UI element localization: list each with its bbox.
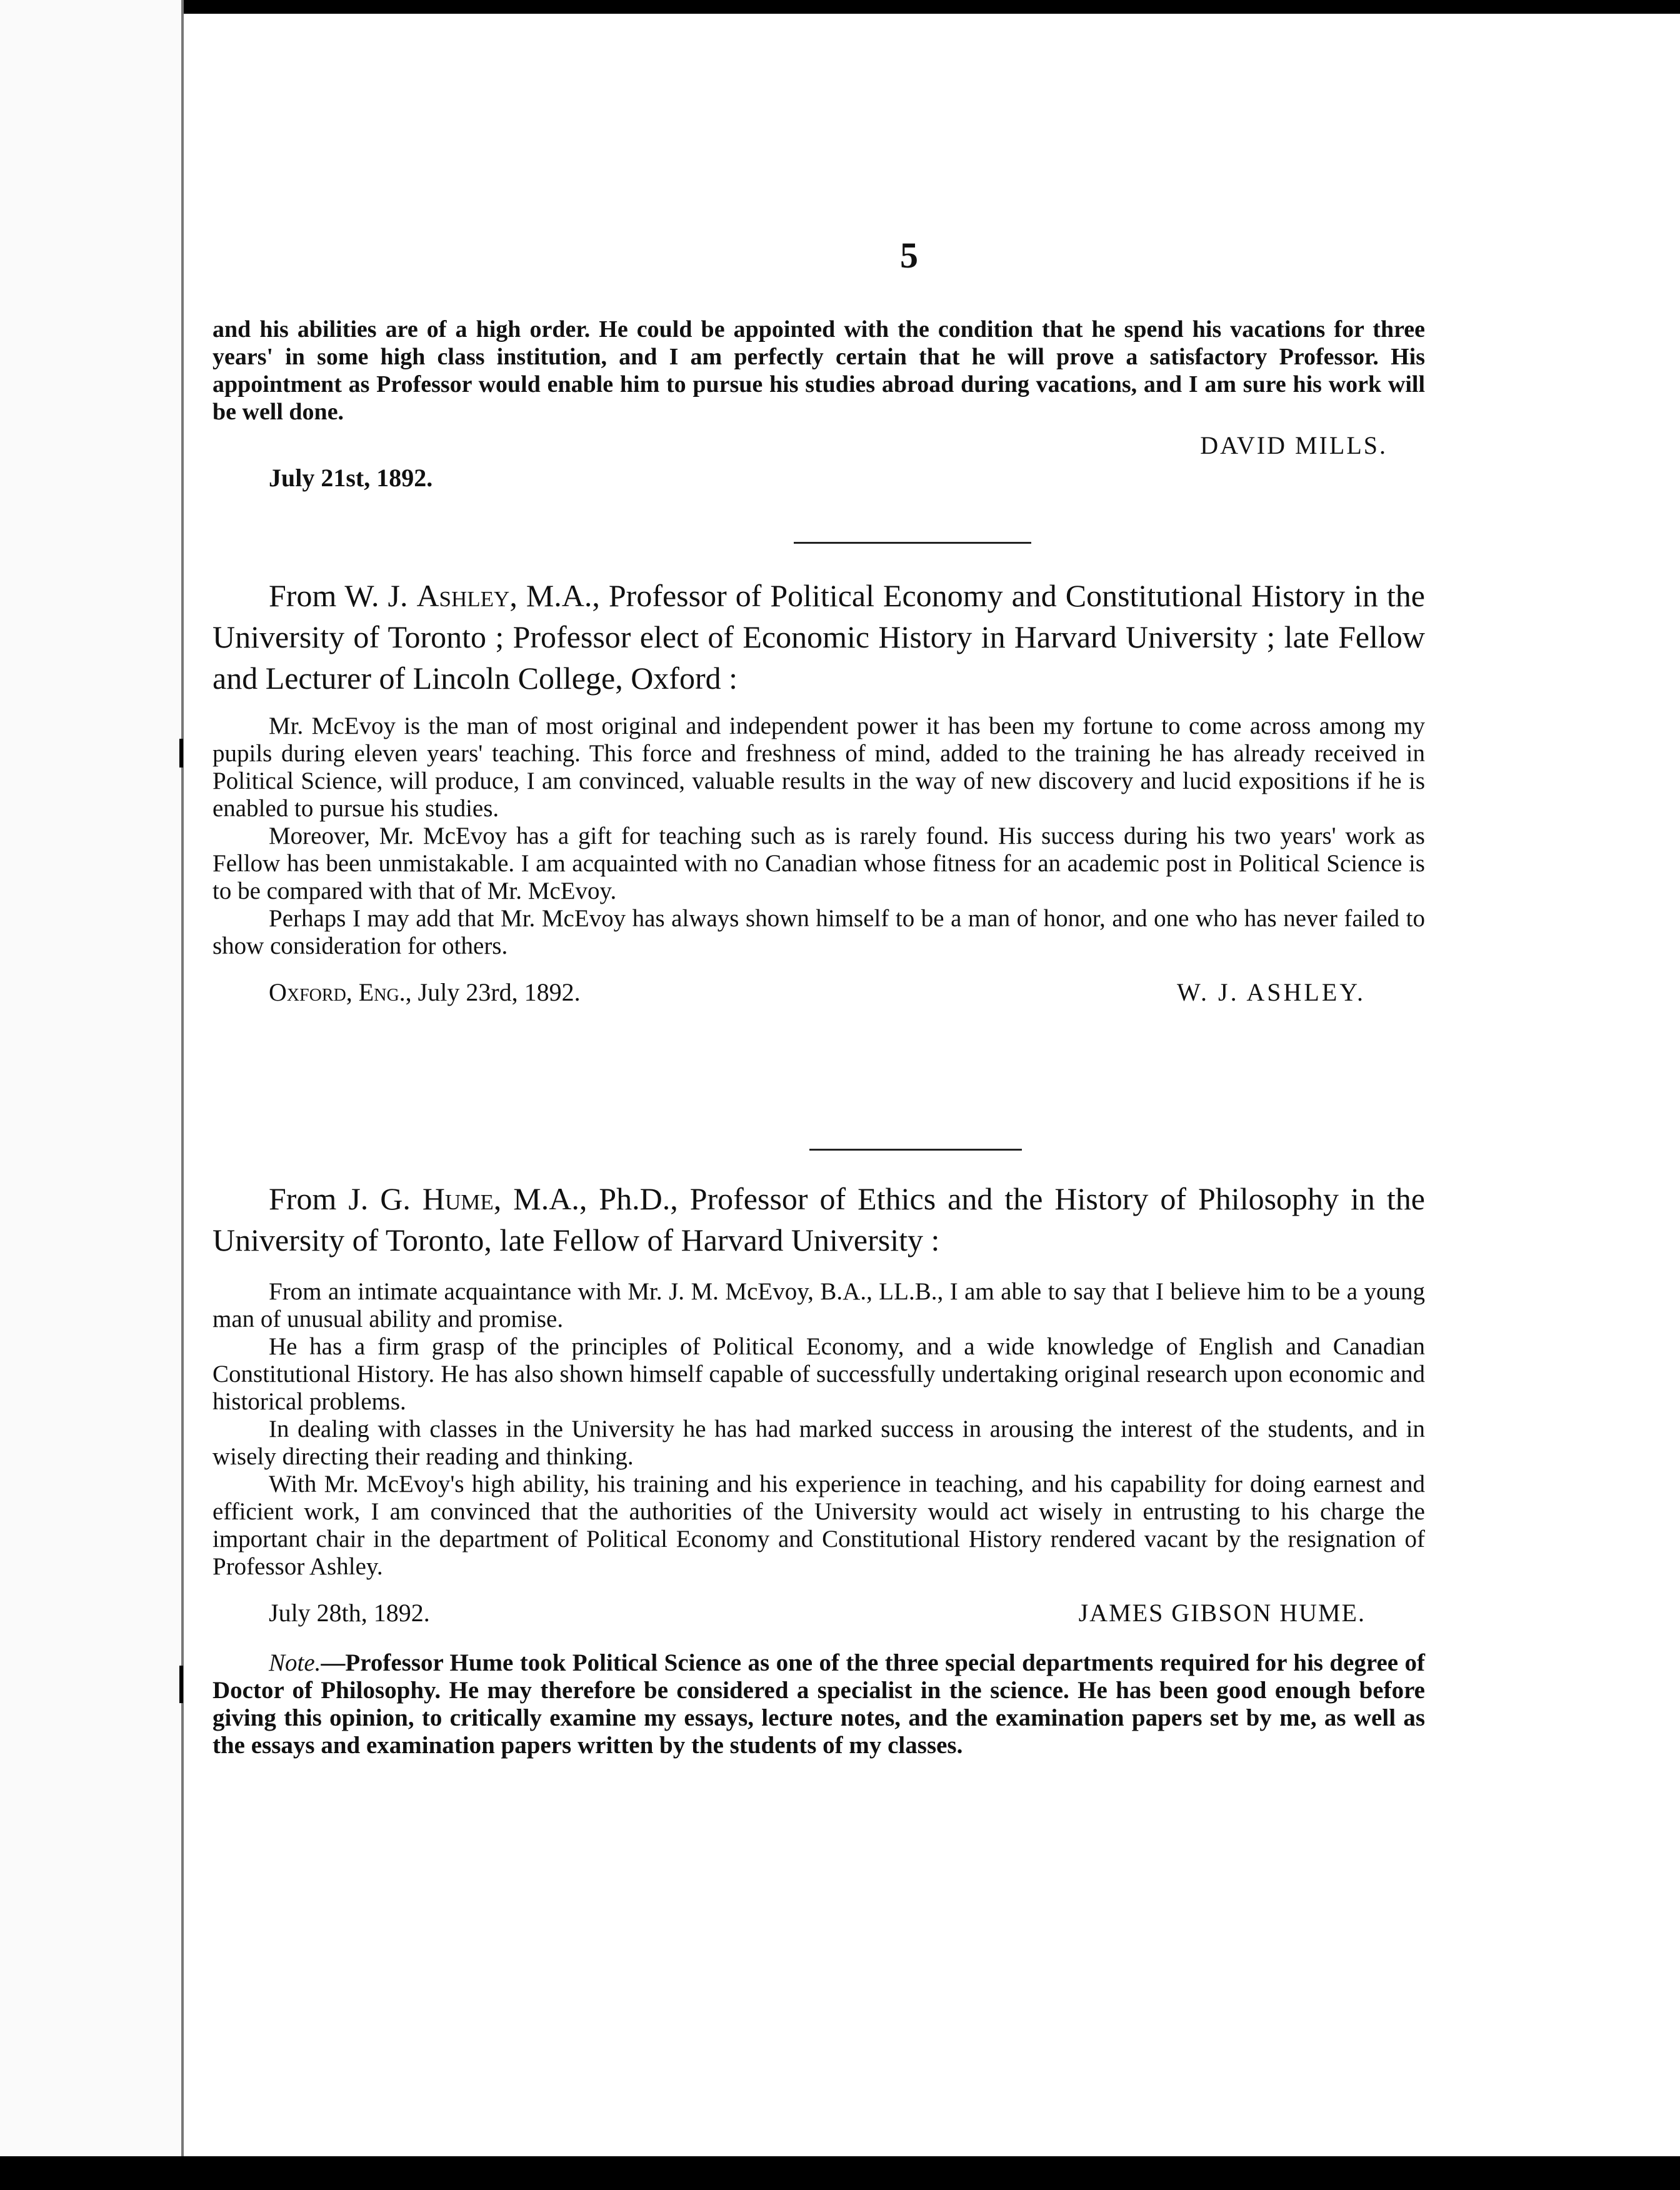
ashley-paragraph-2: Moreover, Mr. McEvoy has a gift for teaching such as is rarely found. His success during his two years' work as Fellow has been unmistakable. I am acquainted with no Canadian whose fitness for an academic post in Political Science is to be compared with that of Mr. McEvoy. — [212, 822, 1425, 904]
page-margin-mark — [179, 1666, 183, 1703]
ashley-paragraph-3: Perhaps I may add that Mr. McEvoy has always shown himself to be a man of honor, and one who has never failed to show consideration for others. — [212, 905, 1425, 959]
editor-note — [212, 1649, 1425, 1759]
hume-paragraph-2: He has a firm grasp of the principles of Political Economy, and a wide knowledge of English and Canadian Constitutional History. He has also shown himself capable of successfully undertaking original research upon economic and historical problems. — [212, 1333, 1425, 1415]
ashley-signature: W. J. ASHLEY. — [1176, 978, 1366, 1006]
hume-testimonial — [212, 1178, 1425, 1759]
section-divider — [794, 542, 1031, 544]
hume-signature: JAMES GIBSON HUME. — [1078, 1599, 1366, 1627]
hume-paragraph-3: In dealing with classes in the University he has had marked success in arousing the interest of the students, and in wisely directing their reading and thinking. — [212, 1416, 1425, 1470]
hume-paragraph-1: From an intimate acquaintance with Mr. J. M. McEvoy, B.A., LL.B., I am able to say that I believe him to be a young man of unusual ability and promise. — [212, 1278, 1425, 1332]
hume-paragraph-4: With Mr. McEvoy's high ability, his training and his experience in teaching, and his capability for doing earnest and efficient work, I am convinced that the authorities of the University would act wisely in entrusting to his charge the important chair in the department of Political Economy and Constitutional History rendered vacant by the resignation of Professor Ashley. — [212, 1471, 1425, 1580]
ashley-place-date: Oxford, Eng., July 23rd, 1892. — [269, 978, 581, 1006]
mills-signature: DAVID MILLS. — [1200, 431, 1388, 459]
ashley-paragraph-1: Mr. McEvoy is the man of most original and independent power it has been my fortune to come across among my pupils during eleven years' teaching. This force and freshness of mind, added to the training he has already received in Political Science, will produce, I am convinced, valuable results in the way of new discovery and lucid expositions if he is enabled to pursue his studies. — [212, 712, 1425, 822]
note-text: —Professor Hume took Political Science as one of the three special departments required for his degree of Doctor of Philosophy. He may therefore be considered a specialist in the science. He has been good enough before giving this opinion, to critically examine my essays, lecture notes, and the examination papers set by me, as well as the essays and examination papers written by the students of my classes. — [212, 1649, 1425, 1759]
mills-letter-end — [212, 316, 1425, 501]
page-number: 5 — [900, 235, 918, 276]
section-divider — [809, 1149, 1022, 1151]
adjacent-page-edge — [0, 0, 184, 2156]
page-margin-mark — [179, 739, 183, 768]
hume-date: July 28th, 1892. — [269, 1599, 430, 1627]
ashley-testimonial — [212, 575, 1425, 1015]
ashley-heading: From W. J. Ashley, M.A., Professor of Political Economy and Constitutional History in the University of Toronto ; Professor elect of Economic History in Harvard University ; late Fellow and Lecturer of Lincoln College, Oxford : — [212, 578, 1425, 696]
mills-date: July 21st, 1892. — [269, 464, 433, 492]
mills-text: and his abilities are of a high order. He could be appointed with the condition that he spend his vacations for three years' in some high class institution, and I am perfectly certain that he will prove a satisfactory Professor. His appointment as Professor would enable him to pursue his studies abroad during vacations, and I am sure his work will be well done. — [212, 316, 1425, 425]
note-label: Note. — [269, 1649, 321, 1676]
hume-heading: From J. G. Hume, M.A., Ph.D., Professor of Ethics and the History of Philosophy in the University of Toronto, late Fellow of Harvard University : — [212, 1181, 1425, 1258]
